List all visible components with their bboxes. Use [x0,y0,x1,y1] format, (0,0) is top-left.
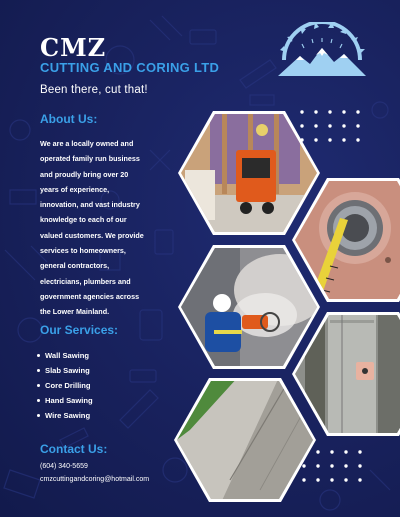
service-item [37,348,93,363]
service-label: Core Drilling [45,381,91,390]
photo-collage [170,100,400,517]
about-heading: About Us: [40,112,98,126]
service-item [37,363,93,378]
service-label: Wall Sawing [45,351,90,360]
bullet-icon [37,354,40,357]
about-line: and proudly bring over 20 [40,169,129,179]
contact-heading: Contact Us: [40,442,108,456]
service-label: Slab Sawing [45,366,90,375]
bullet-icon [37,384,40,387]
saw-blade-mountain-logo [276,22,368,78]
about-line: electricians, plumbers and [40,276,131,286]
about-line: knowledge to each of our [40,215,127,225]
bullet-icon [37,369,40,372]
contact-phone[interactable]: (604) 340-5659 [40,463,88,470]
service-item [37,393,93,408]
bullet-icon [37,399,40,402]
about-line: valued customers. We provide [40,230,144,240]
services-list [37,348,93,423]
about-line: innovation, and vast industry [40,200,140,210]
cut-concrete-sidewalk-photo [170,375,320,505]
about-line: years of experience, [40,184,110,194]
about-line: government agencies across [40,291,140,301]
bullet-icon [37,414,40,417]
service-item [37,408,93,423]
about-line: We are a locally owned and [40,139,134,148]
service-item [37,378,93,393]
about-line: operated family run business [40,154,140,164]
service-label: Hand Sawing [45,396,93,405]
about-body [40,136,182,320]
company-name: CMZ [40,33,107,62]
about-line: services to homeowners, [40,246,126,256]
company-subtitle: CUTTING AND CORING LTD [40,60,220,75]
service-label: Wire Sawing [45,411,91,420]
about-line: the Lower Mainland. [40,307,110,317]
services-heading: Our Services: [40,323,119,337]
about-line: general contractors, [40,261,110,271]
contact-email[interactable]: cmzcuttingandcoring@hotmail.com [40,476,150,483]
tagline: Been there, cut that! [40,84,148,96]
